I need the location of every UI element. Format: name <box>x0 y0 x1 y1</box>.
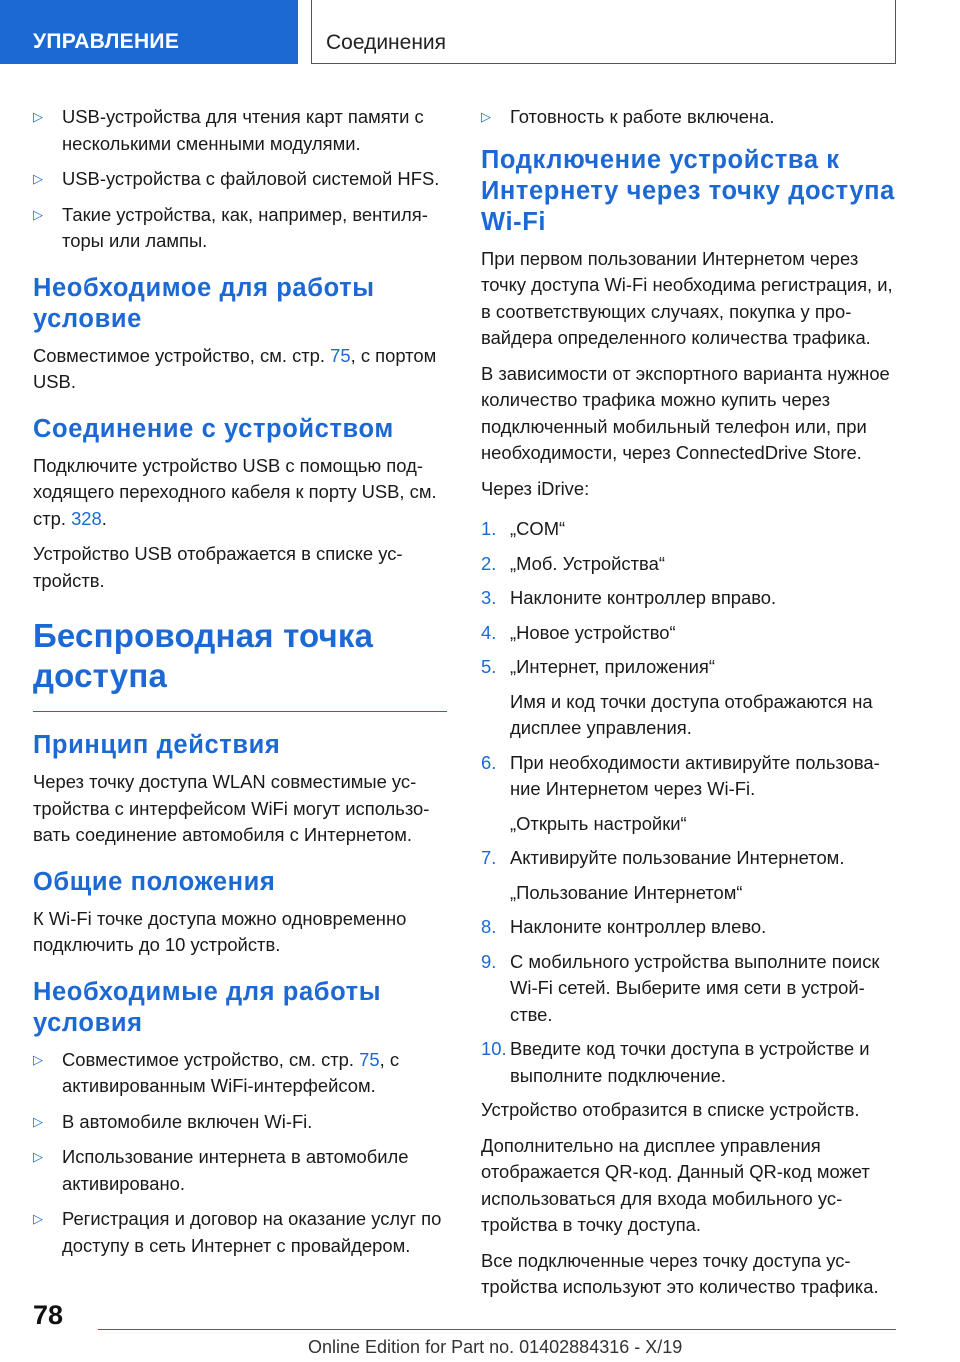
step-item <box>481 654 899 681</box>
step-number: 8. <box>481 916 497 937</box>
triangle-bullet-icon: ▷ <box>33 206 43 222</box>
step-number: 6. <box>481 751 497 773</box>
paragraph: При первом пользовании Интернетом через точку доступа Wi-Fi необходима регистрация, и, в соответствующих случаях, покупка у провайдера определенного количества трафика. <box>481 247 893 348</box>
step-text: „COM“ <box>510 518 566 539</box>
step-number: 2. <box>481 552 497 574</box>
step-item <box>481 516 899 543</box>
connection-result-text: Устройство USB отображается в списке устройств. <box>33 543 403 591</box>
step-item <box>481 845 899 872</box>
footer-edition: Online Edition for Part no. 01402884316 - X/19 <box>308 1337 683 1357</box>
step-number: 1. <box>481 518 497 539</box>
step-note: „Открыть настройки“ <box>510 812 687 834</box>
step-text: „Моб. Устройства“ <box>510 552 665 574</box>
page-number: 78 <box>33 1300 64 1330</box>
step-item <box>481 551 899 578</box>
step-text: С мобильного устройства выполните поиск Wi-Fi сетей. Выберите имя сети в устройстве. <box>510 950 880 1025</box>
requirements-heading: Необходимые для работы условия <box>33 977 382 1037</box>
page-link-75[interactable]: 75 <box>330 344 351 366</box>
triangle-bullet-icon: ▷ <box>33 1149 43 1164</box>
step-item <box>481 949 899 1029</box>
list-item <box>33 1109 451 1136</box>
list-item-text: USB-устройства для чтения карт памяти с несколькими сменными модулями. <box>62 106 424 154</box>
principle-text: Через точку доступа WLAN совместимые устройства с интерфейсом WiFi могут использовать соединение автомобиля с Интернетом. <box>33 771 430 845</box>
list-item <box>33 1144 451 1197</box>
step-text: При необходимости активируйте пользование Интернетом через Wi-Fi. <box>510 751 880 799</box>
triangle-bullet-icon: ▷ <box>33 1051 43 1067</box>
triangle-bullet-icon: ▷ <box>481 109 491 124</box>
step-number: 9. <box>481 950 497 972</box>
chapter-box <box>311 0 896 64</box>
step-text: Наклоните контроллер влево. <box>510 916 767 937</box>
step-number: 4. <box>481 621 497 643</box>
principle-heading: Принцип действия <box>33 731 281 759</box>
left-column <box>33 104 451 1268</box>
list-item-text: Готовность к работе включена. <box>510 106 775 127</box>
step-text: „Новое устройство“ <box>510 621 676 643</box>
step-item <box>481 1036 899 1089</box>
section-tab <box>0 0 298 64</box>
section-title: УПРАВЛЕНИЕ <box>33 30 180 53</box>
list-item-text: Использование интернета в автомобиле активировано. <box>62 1146 409 1194</box>
step-text: Активируйте пользование Интернетом. <box>510 847 845 868</box>
step-number: 10. <box>481 1038 507 1059</box>
list-item-text: USB-устройства с файловой системой HFS. <box>62 168 440 189</box>
general-heading: Общие положения <box>33 867 276 896</box>
step-text: „Интернет, приложения“ <box>510 656 716 677</box>
step-note: Имя и код точки доступа отображаются на дисплее управления. <box>510 690 873 738</box>
list-item <box>481 104 899 131</box>
list-item <box>33 104 451 157</box>
paragraph: В зависимости от экспортного варианта нужное количество трафика можно купить через подключенный мобильный телефон или, при необходимости, через ConnectedDrive Store. <box>481 362 890 463</box>
list-item-text: В автомобиле включен Wi-Fi. <box>62 1110 313 1132</box>
requirement-heading: Необходимое для работы условие <box>33 273 375 333</box>
step-item <box>481 914 899 941</box>
step-number: 3. <box>481 587 497 608</box>
step-item <box>481 750 899 803</box>
triangle-bullet-icon: ▷ <box>33 1211 43 1226</box>
triangle-bullet-icon: ▷ <box>33 1113 43 1129</box>
step-text: Введите код точки доступа в устройстве и выполните подключение. <box>510 1038 870 1086</box>
chapter-title: Соединения <box>326 31 447 54</box>
hotspot-heading: Беспроводная точка доступа <box>33 617 374 694</box>
step-item <box>481 585 899 612</box>
paragraph: Дополнительно на дисплее управления отображается QR-код. Данный QR-код может использоваться для входа мобильного устройства в точку доступа. <box>481 1134 870 1235</box>
idrive-intro: Через iDrive: <box>481 477 590 499</box>
list-item-text: Такие устройства, как, например, вентиляторы или лампы. <box>62 203 428 251</box>
triangle-bullet-icon: ▷ <box>33 109 43 124</box>
general-text: К Wi-Fi точке доступа можно одновременно подключить до 10 устройств. <box>33 907 407 955</box>
connection-text: Подключите устройство USB с помощью подходящего переходного кабеля к порту USB, см. стр. 328. <box>33 454 437 529</box>
right-column <box>481 104 899 1310</box>
connect-heading: Подключение устройства к Интернету через точку доступа Wi-Fi <box>481 145 895 236</box>
step-item <box>481 620 899 647</box>
step-number: 5. <box>481 656 497 677</box>
page-header <box>0 0 960 64</box>
requirement-text: Совместимое устройство, см. стр. 75, с портом USB. <box>33 344 437 392</box>
heading-divider <box>33 711 447 712</box>
list-item <box>33 166 451 193</box>
step-text: Наклоните контроллер вправо. <box>510 587 777 608</box>
list-item-text: Регистрация и договор на оказание услуг по доступу в сеть Интернет с провайдером. <box>62 1208 442 1256</box>
paragraph: Все подключенные через точку доступа устройства используют это количество трафика. <box>481 1249 879 1297</box>
paragraph: Устройство отобразится в списке устройств. <box>481 1099 860 1120</box>
page-link-75[interactable]: 75 <box>359 1048 380 1070</box>
step-note: „Пользование Интернетом“ <box>510 881 743 903</box>
list-item <box>33 1206 451 1259</box>
page-link-328[interactable]: 328 <box>71 507 102 529</box>
triangle-bullet-icon: ▷ <box>33 171 43 186</box>
connection-heading: Соединение с устройством <box>33 414 394 443</box>
list-item: ▷ Совместимое устройство, см. стр. 75, с активированным WiFi-интерфейсом. <box>33 1048 400 1096</box>
step-number: 7. <box>481 847 497 868</box>
footer-divider <box>98 1329 896 1330</box>
list-item <box>33 202 451 255</box>
